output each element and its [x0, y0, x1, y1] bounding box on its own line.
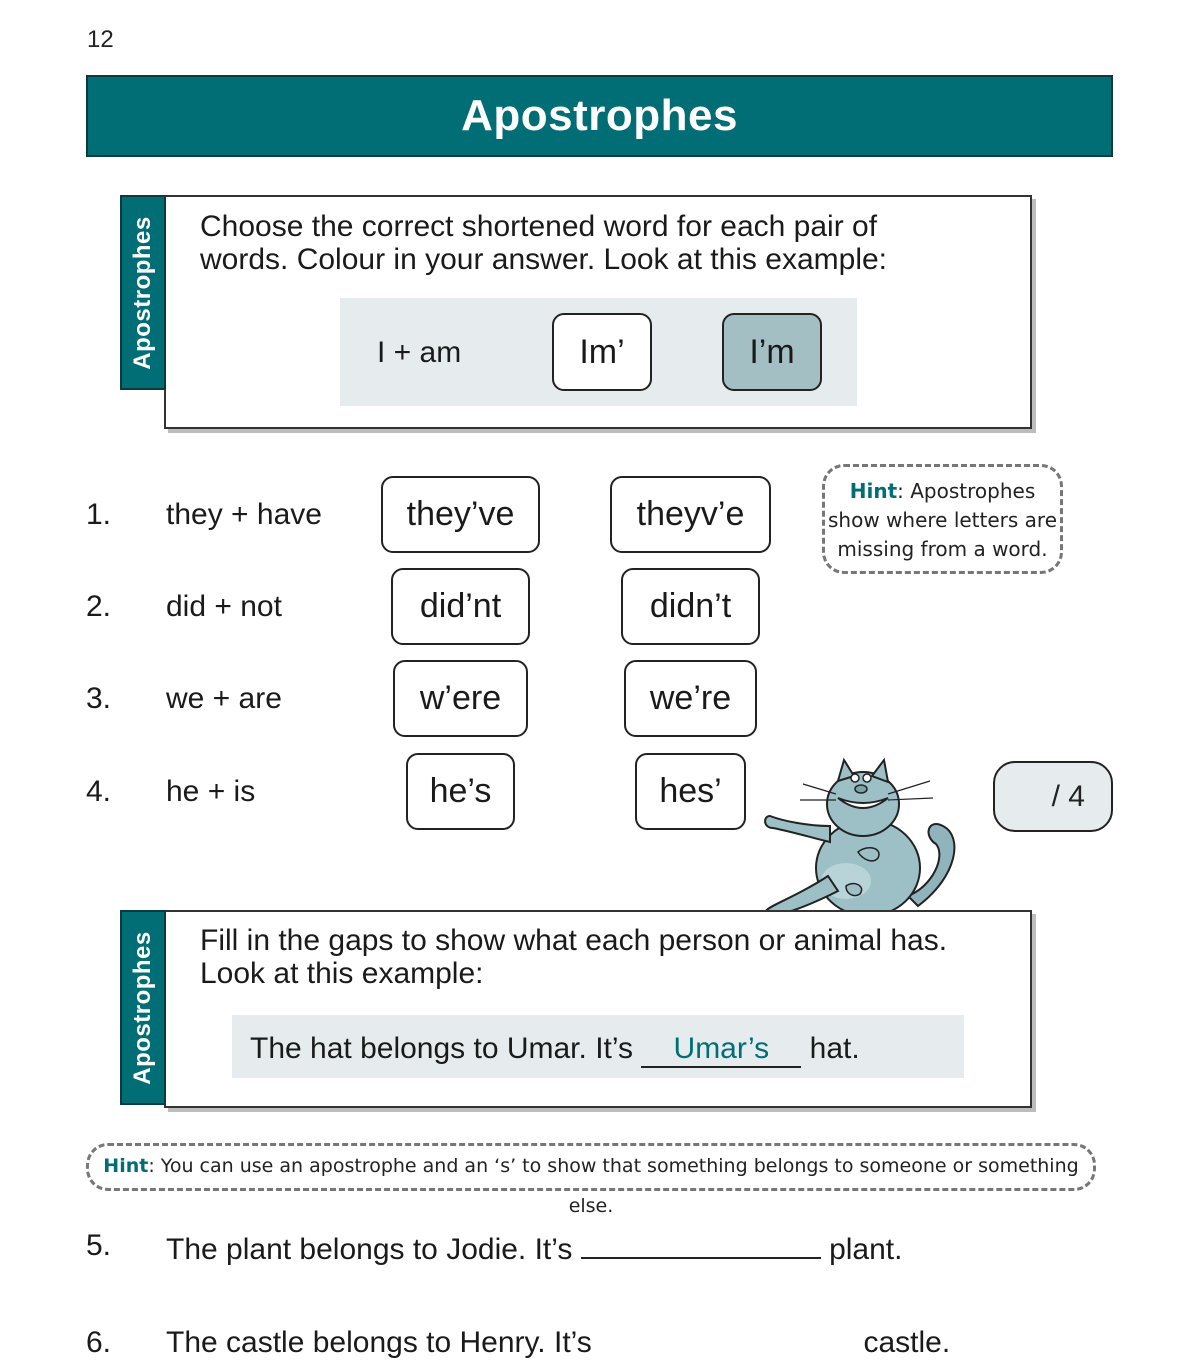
question-prompt: he + is — [166, 775, 256, 808]
answer-option[interactable]: w’ere — [393, 660, 528, 737]
answer-option[interactable]: we’re — [624, 660, 757, 737]
hint-text: show where letters are — [827, 508, 1058, 532]
question-prompt: did + not — [166, 590, 282, 623]
fill-question-after: plant. — [829, 1233, 903, 1266]
question-number: 6. — [86, 1326, 112, 1359]
fill-question-before: The plant belongs to Jodie. It’s — [166, 1233, 573, 1266]
fill-question — [166, 1229, 902, 1267]
question-number: 3. — [86, 682, 112, 715]
fill-question-after: castle. — [863, 1326, 951, 1359]
side-tab-1 — [120, 195, 166, 390]
answer-option[interactable]: he’s — [406, 753, 515, 830]
answer-option[interactable]: hes’ — [635, 753, 746, 830]
answer-blank[interactable] — [581, 1229, 821, 1259]
question-number: 4. — [86, 775, 112, 808]
question-number: 2. — [86, 590, 112, 623]
question-number: 5. — [86, 1229, 112, 1262]
question-prompt: we + are — [166, 682, 282, 715]
example-after: hat. — [809, 1032, 860, 1065]
cat-mascot-icon — [758, 756, 958, 922]
side-tab-label: Apostrophes — [129, 930, 157, 1085]
example-sentence — [250, 1032, 860, 1068]
hint-label: Hint — [849, 479, 898, 503]
hint-text: : Apostrophes — [897, 479, 1036, 503]
instruction-line: Fill in the gaps to show what each person or animal has. — [200, 924, 948, 957]
answer-option[interactable]: didn’t — [621, 568, 760, 645]
page-number: 12 — [87, 26, 114, 53]
score-total: / 4 — [1051, 779, 1085, 813]
instruction-line: Choose the correct shortened word for each pair of — [200, 210, 878, 243]
hint-box-1 — [822, 464, 1063, 574]
instruction-text-2 — [200, 924, 947, 990]
hint-box-2 — [86, 1143, 1096, 1217]
hint-text: missing from a word. — [837, 537, 1048, 561]
score-box[interactable] — [993, 761, 1113, 832]
instruction-text-1 — [200, 210, 887, 276]
page-title: Apostrophes — [461, 91, 738, 140]
hint-text: : You can use an apostrophe and an ‘s’ to show that something belongs to someone or something else. — [148, 1155, 1079, 1217]
example-option-wrong: Im’ — [552, 313, 652, 391]
example-option-correct: I’m — [722, 313, 822, 391]
example-prompt: I + am — [377, 336, 462, 369]
answer-option[interactable]: did’nt — [391, 568, 530, 645]
example-answer: Umar’s — [641, 1032, 801, 1068]
instruction-line: words. Colour in your answer. Look at this example: — [200, 243, 887, 276]
fill-question — [166, 1326, 950, 1360]
question-prompt: they + have — [166, 498, 322, 531]
answer-option[interactable]: theyv’e — [610, 476, 771, 553]
instruction-line: Look at this example: — [200, 957, 484, 990]
title-banner — [86, 75, 1113, 157]
side-tab-label: Apostrophes — [129, 215, 157, 370]
fill-question-before: The castle belongs to Henry. It’s — [166, 1326, 592, 1359]
answer-option[interactable]: they’ve — [381, 476, 540, 553]
side-tab-2 — [120, 910, 166, 1105]
example-before: The hat belongs to Umar. It’s — [250, 1032, 633, 1065]
hint-label: Hint — [103, 1155, 149, 1177]
question-number: 1. — [86, 498, 112, 531]
